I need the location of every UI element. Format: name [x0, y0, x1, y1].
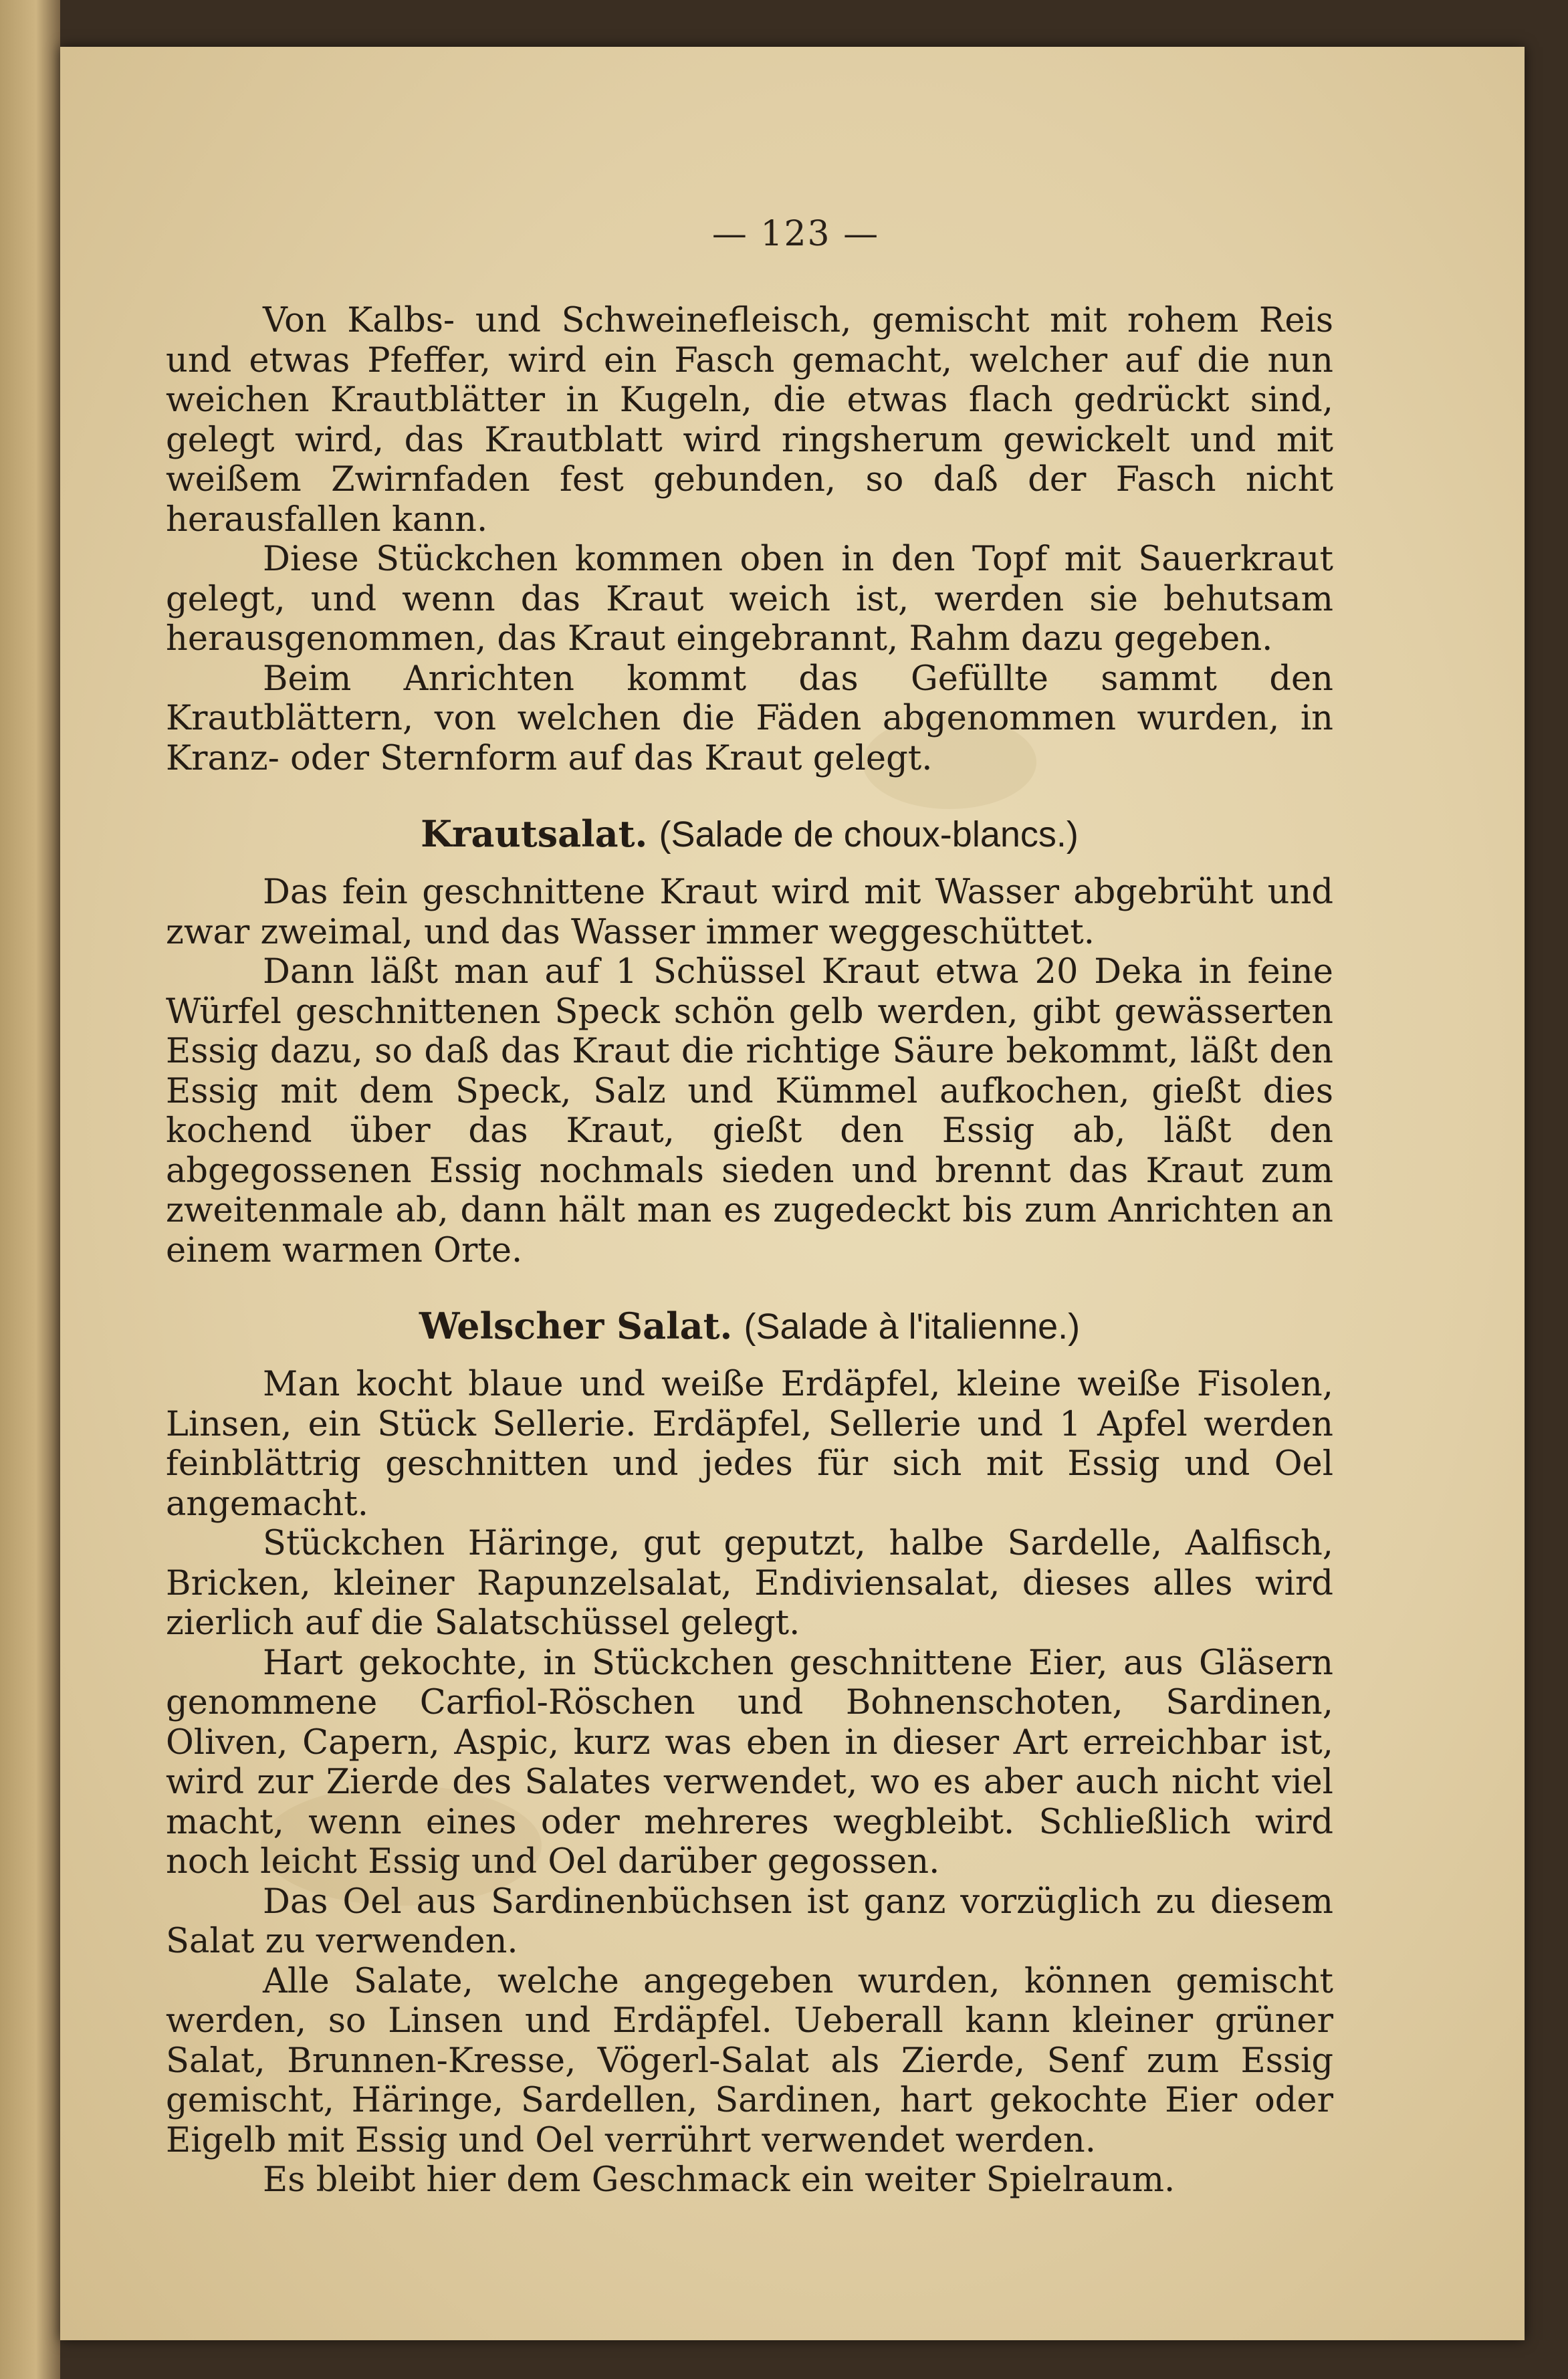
heading-title-de: Krautsalat. — [421, 812, 648, 855]
heading-title-fr: (Salade à l'italienne.) — [744, 1307, 1081, 1347]
paragraph: Es bleibt hier dem Geschmack ein weiter Spielraum. — [263, 2160, 1175, 2200]
paragraph: Dann läßt man auf 1 Schüssel Kraut etwa 20 Deka in feine Würfel geschnittenen Speck schön gelb werden, gibt gewässerten Essig dazu, so daß das Kraut die richtige Säure bekommt, läßt den Essig mit dem Speck, Salz und Kümmel aufkochen, gießt dies kochend über das Kraut, gießt den Essig ab, läßt den abgegossenen Essig nochmals sieden und brennt das Kraut zum zweitenmale ab, dann hält man es zugedeckt bis zum Anrichten an einem warmen Orte. — [166, 952, 1333, 1270]
page-number: — 123 — — [711, 214, 880, 254]
heading-title-de: Welscher Salat. — [419, 1305, 733, 1347]
paragraph: Diese Stückchen kommen oben in den Topf mit Sauerkraut gelegt, und wenn das Kraut weich ist, werden sie behutsam herausgenommen, das Kraut eingebrannt, Rahm dazu gegeben. — [166, 540, 1333, 659]
paragraph: Das Oel aus Sardinenbüchsen ist ganz vorzüglich zu diesem Salat zu verwenden. — [166, 1882, 1333, 1961]
book-page — [60, 47, 1525, 2340]
previous-page-spine — [0, 0, 60, 2379]
paragraph: Beim Anrichten kommt das Gefüllte sammt den Krautblättern, von welchen die Fäden abgenommen wurden, in Kranz- oder Sternform auf das Kraut gelegt. — [166, 659, 1333, 778]
paragraph: Hart gekochte, in Stückchen geschnittene Eier, aus Gläsern genommene Carfiol-Röschen und Bohnenschoten, Sardinen, Oliven, Capern, Aspic, kurz was eben in dieser Art erreichbar ist, wird zur Zierde des Salates verwendet, wo es aber auch nicht viel macht, wenn eines oder mehreres wegbleibt. Schließlich wird noch leicht Essig und Oel darüber gegossen. — [166, 1643, 1333, 1882]
paragraph: Das fein geschnittene Kraut wird mit Wasser abgebrüht und zwar zweimal, und das Wasser immer weggeschüttet. — [166, 873, 1333, 952]
section-heading-krautsalat — [166, 810, 1333, 858]
section-heading-welscher-salat — [166, 1302, 1333, 1350]
paragraph: Von Kalbs- und Schweinefleisch, gemischt mit rohem Reis und etwas Pfeffer, wird ein Fasch gemacht, welcher auf die nun weichen Krautblätter in Kugeln, die etwas flach gedrückt sind, gelegt wird, das Krautblatt wird ringsherum gewickelt und mit weißem Zwirnfaden fest gebunden, so daß der Fasch nicht herausfallen kann. — [166, 301, 1333, 540]
heading-title-fr: (Salade de choux-blancs.) — [659, 814, 1079, 855]
paragraph: Alle Salate, welche angegeben wurden, können gemischt werden, so Linsen und Erdäpfel. Ueberall kann kleiner grüner Salat, Brunnen-Kresse, Vögerl-Salat als Zierde, Senf zum Essig gemischt, Häringe, Sardellen, Sardinen, hart gekochte Eier oder Eigelb mit Essig und Oel verrührt verwendet werden. — [166, 1961, 1333, 2160]
paragraph: Man kocht blaue und weiße Erdäpfel, kleine weiße Fisolen, Linsen, ein Stück Sellerie. Erdäpfel, Sellerie und 1 Apfel werden feinblättrig geschnitten und jedes für sich mit Essig und Oel angemacht. — [166, 1365, 1333, 1524]
page-text — [166, 301, 1333, 2200]
paragraph: Stückchen Häringe, gut geputzt, halbe Sardelle, Aalfisch, Bricken, kleiner Rapunzelsalat, Endiviensalat, dieses alles wird zierlich auf die Salatschüssel gelegt. — [166, 1524, 1333, 1643]
